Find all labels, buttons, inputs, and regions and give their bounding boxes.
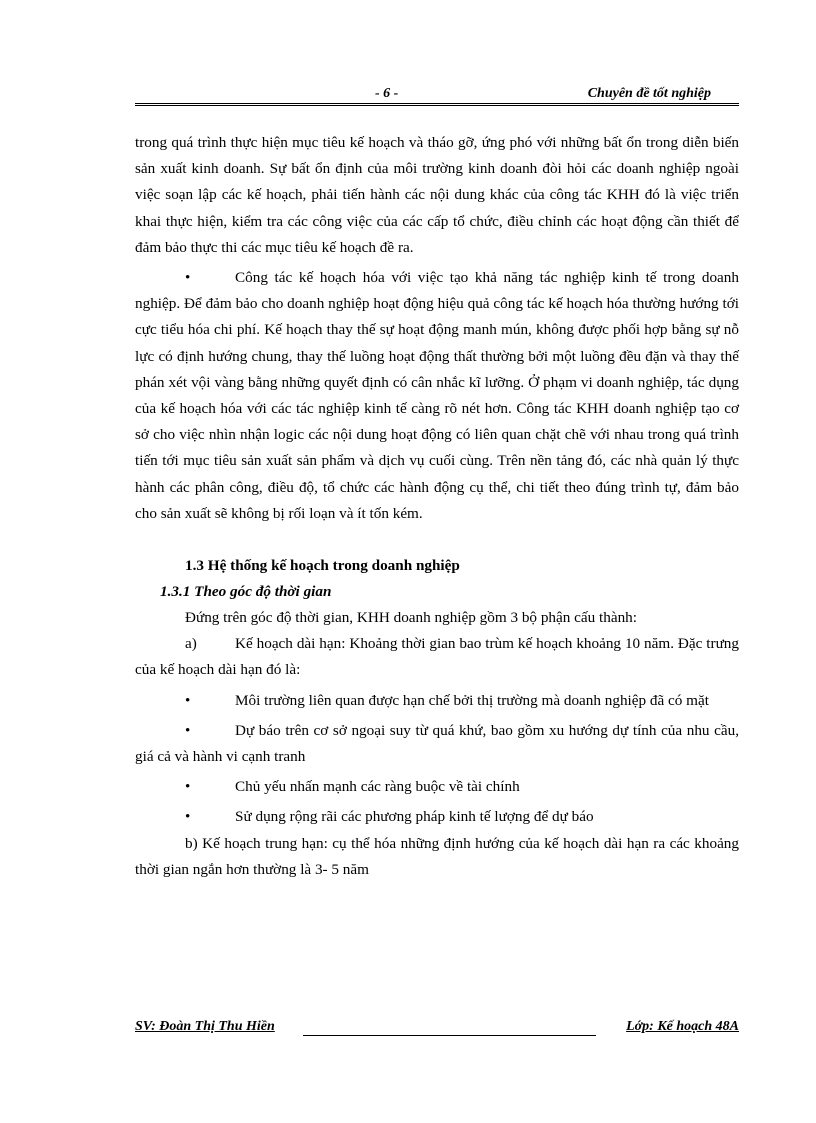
section-heading: 1.3 Hệ thống kế hoạch trong doanh nghiệp [185, 557, 460, 575]
bullet-icon: • [185, 721, 191, 739]
list-label: b) [185, 834, 198, 852]
page-header [135, 86, 739, 106]
bullet-icon: • [185, 778, 191, 796]
student-name: SV: Đoàn Thị Thu Hiền [135, 1019, 275, 1034]
bullet-item [135, 774, 739, 800]
bullet-text: Chủ yếu nhấn mạnh các ràng buộc về tài chính [235, 778, 520, 796]
list-text: Kế hoạch dài hạn: Khoảng thời gian bao trùm kế hoạch khoảng 10 năm. Đặc trưng của kế hoạch dài hạn đó là: [135, 635, 739, 679]
bullet-text: Công tác kế hoạch hóa với việc tạo khả năng tác nghiệp kinh tế trong doanh nghiệp. Để đảm bảo cho doanh nghiệp hoạt động hiệu quả công tác kế hoạch hóa thường hướng tới cực tiểu hóa chi phí. Kế hoạch thay thế sự hoạt động manh mún, không được phối hợp bằng sự nỗ lực có định hướng chung, thay thế luồng hoạt động thất thường bởi một luồng đều đặn và thay thế phán xét vội vàng bằng những quyết định có cân nhắc kĩ lưỡng. Ở phạm vi doanh nghiệp, tác dụng của kế hoạch hóa với các tác nghiệp kinh tế càng rõ nét hơn. Công tác KHH doanh nghiệp tạo cơ sở cho việc nhìn nhận logic các nội dung hoạt động có liên quan chặt chẽ với nhau trong quá trình tiến tới mục tiêu sản xuất sản phẩm và dịch vụ cuối cùng. Trên nền tảng đó, các nhà quản lý thực hành các phân công, điều độ, tổ chức các hành động cụ thể, chi tiết theo đúng trình tự, đảm bảo cho sản xuất sẽ không bị rối loạn và ít tốn kém. [135, 269, 739, 522]
list-item-a [135, 631, 739, 683]
document-title: Chuyên đề tốt nghiệp [587, 86, 711, 101]
page-body [135, 130, 739, 883]
bullet-item [135, 804, 739, 830]
page-number: - 6 - [375, 86, 399, 101]
paragraph: trong quá trình thực hiện mục tiêu kế hoạch và tháo gỡ, ứng phó với những bất ổn trong diễn biến sản xuất kinh doanh. Sự bất ổn định của môi trường kinh doanh đòi hỏi các doanh nghiệp ngoài việc soạn lập các kế hoạch, phải tiến hành các nội dung khác của công tác KHH đó là việc triển khai thực hiện, kiểm tra các công việc của các cấp tổ chức, điều chỉnh các hoạt động cần thiết để đảm bảo thực thi các mục tiêu kế hoạch đề ra. [135, 134, 739, 256]
list-item-b [135, 831, 739, 883]
bullet-item [135, 718, 739, 770]
bullet-item [135, 265, 739, 527]
header-rule [135, 103, 739, 106]
bullet-item [135, 688, 739, 714]
footer-rule [303, 1035, 596, 1036]
page-footer [135, 1019, 739, 1041]
class-name: Lớp: Kế hoạch 48A [626, 1019, 739, 1034]
bullet-icon: • [185, 269, 191, 287]
bullet-icon: • [185, 691, 191, 709]
bullet-text: Môi trường liên quan được hạn chế bởi thị trường mà doanh nghiệp đã có mặt [235, 691, 709, 709]
paragraph: Đứng trên góc độ thời gian, KHH doanh nghiệp gồm 3 bộ phận cấu thành: [185, 609, 637, 627]
list-label: a) [185, 635, 197, 653]
bullet-text: Sử dụng rộng rãi các phương pháp kinh tế lượng để dự báo [235, 808, 594, 826]
list-text: Kế hoạch trung hạn: cụ thể hóa những định hướng của kế hoạch dài hạn ra các khoảng thời gian ngắn hơn thường là 3- 5 năm [135, 834, 739, 878]
subsection-heading: 1.3.1 Theo góc độ thời gian [160, 583, 332, 601]
bullet-text: Dự báo trên cơ sở ngoại suy từ quá khứ, bao gồm xu hướng dự tính của nhu cầu, giá cả và hành vi cạnh tranh [135, 721, 739, 766]
bullet-icon: • [185, 808, 191, 826]
